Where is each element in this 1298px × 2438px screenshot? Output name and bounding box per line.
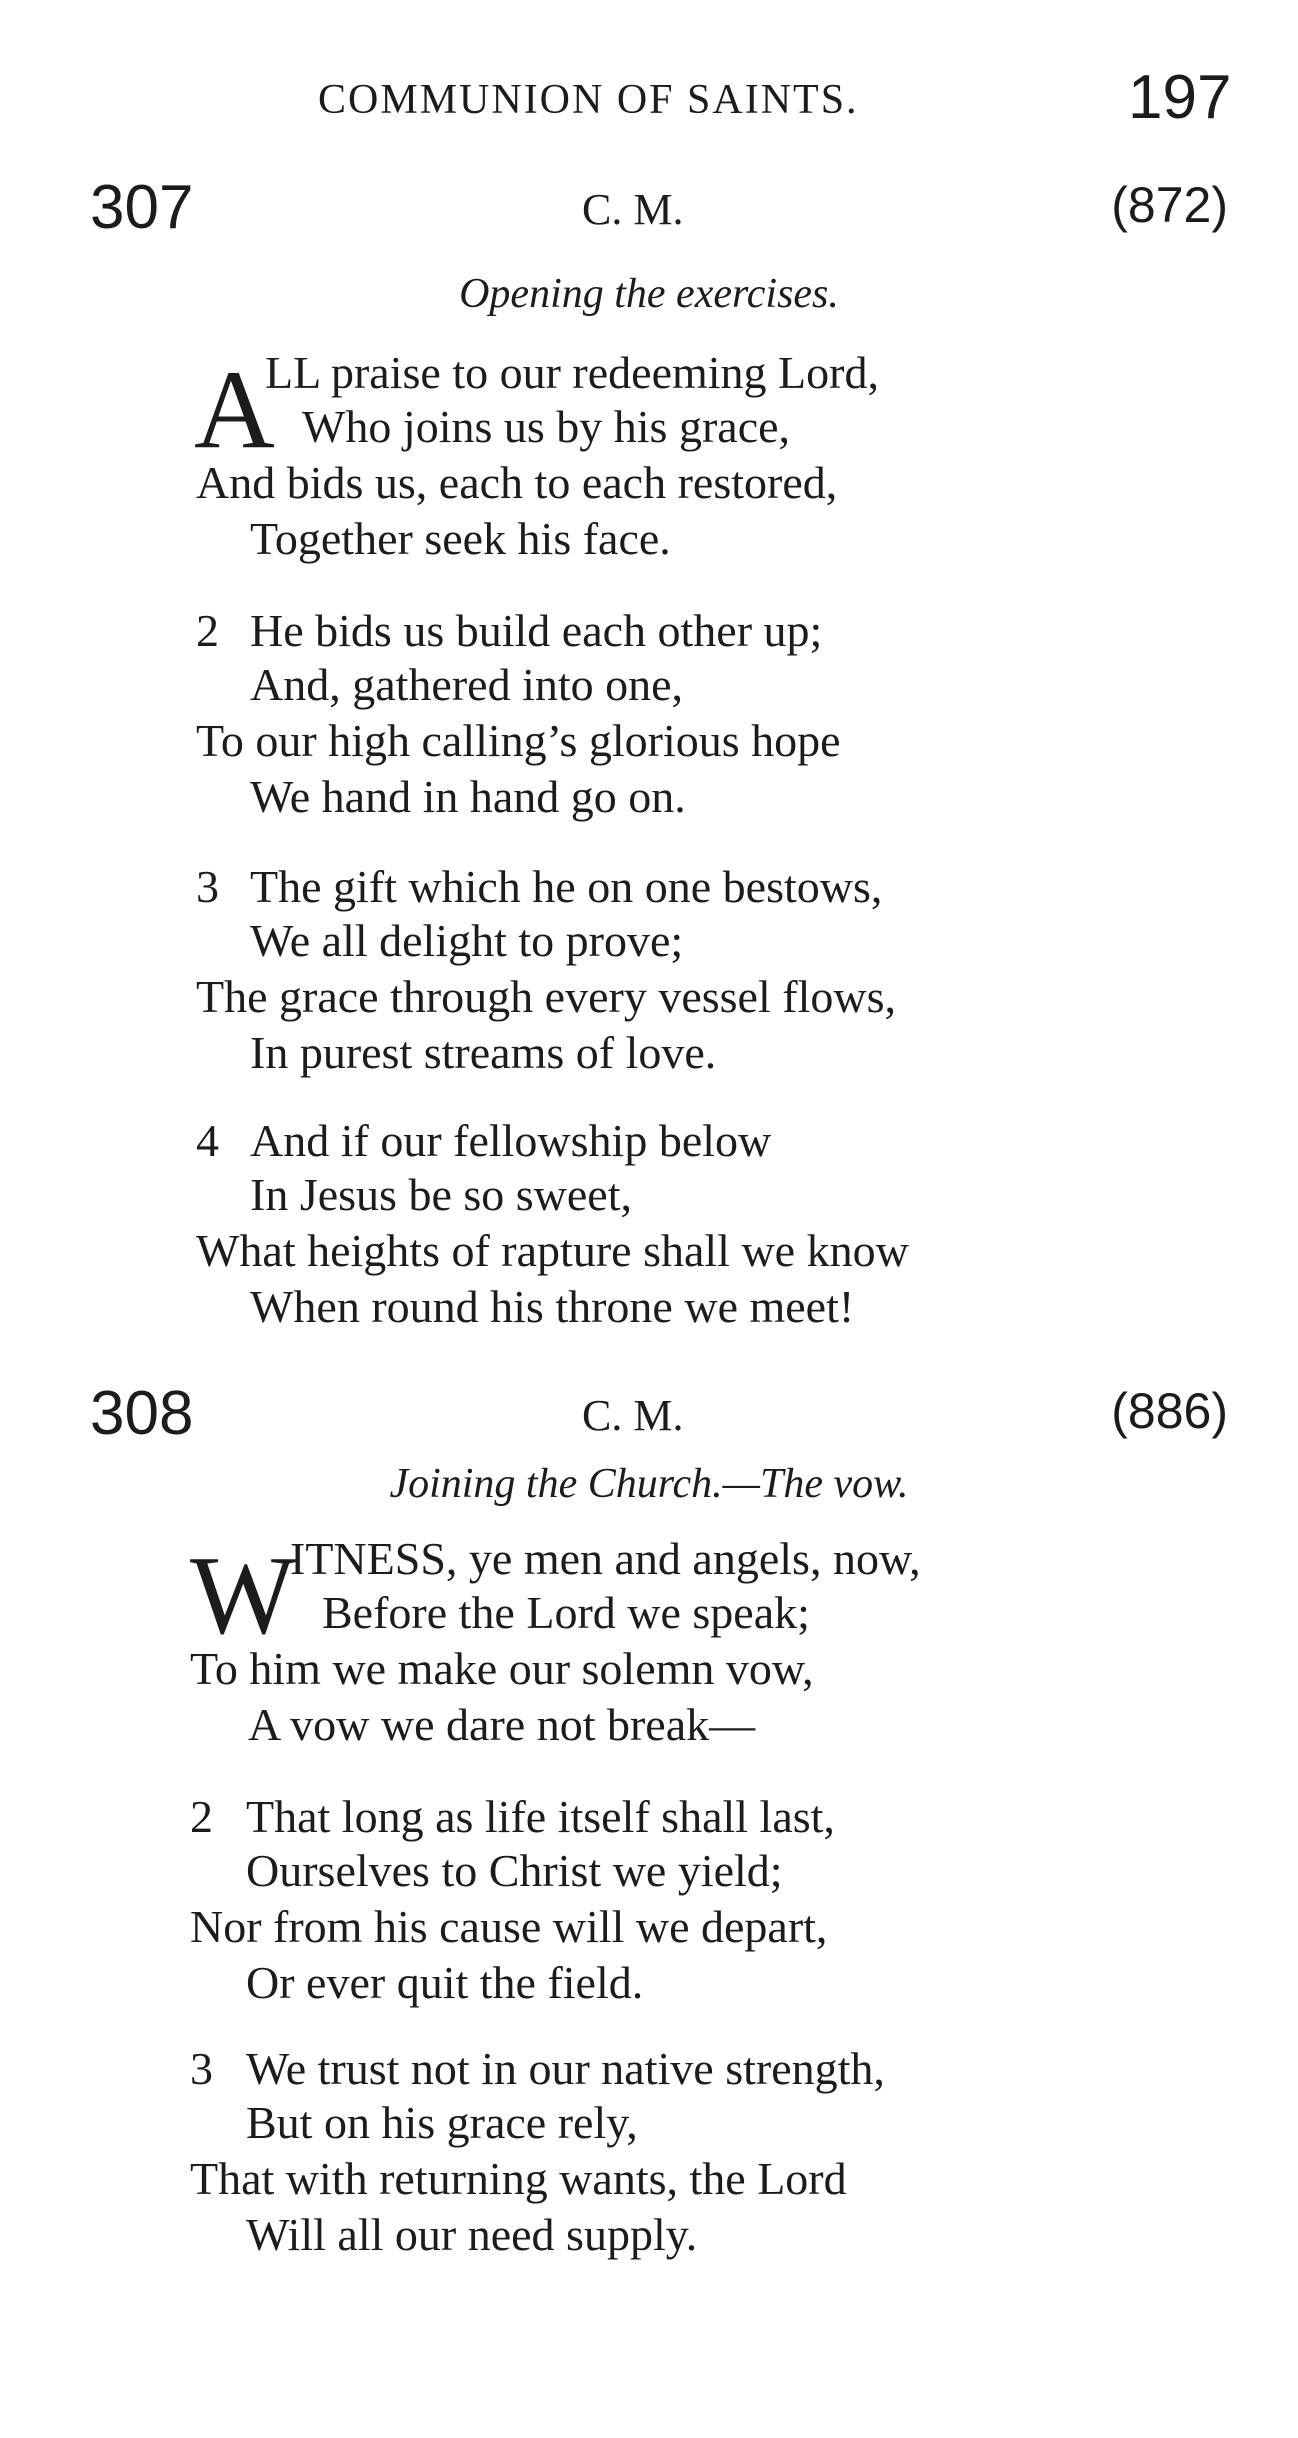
hymn-number: 307 <box>90 173 194 242</box>
hymn-number: 308 <box>90 1379 194 1448</box>
hymn-line: A vow we dare not break— <box>248 1699 756 1750</box>
hymn-line: We hand in hand go on. <box>250 771 686 822</box>
hymn-line: When round his throne we meet! <box>250 1281 855 1332</box>
stanza-number: 3 <box>190 2043 213 2094</box>
hymn-line: We all delight to prove; <box>250 915 684 966</box>
hymn-reference: (872) <box>1111 177 1228 233</box>
hymn-subtitle: Joining the Church.—The vow. <box>389 1461 909 1507</box>
stanza-number: 4 <box>196 1115 219 1166</box>
hymn-line: Will all our need supply. <box>246 2209 698 2260</box>
hymn-line: But on his grace rely, <box>246 2097 638 2148</box>
hymn-line: Who joins us by his grace, <box>302 401 791 452</box>
hymn-reference: (886) <box>1111 1383 1228 1439</box>
drop-cap: W <box>190 1534 296 1658</box>
hymn-header <box>0 1378 1298 1458</box>
hymn-line: And, gathered into one, <box>250 659 684 710</box>
hymn-line: That with returning wants, the Lord <box>190 2153 847 2204</box>
page-number: 197 <box>1128 63 1232 132</box>
hymn-line: ITNESS, ye men and angels, now, <box>290 1533 921 1584</box>
running-head-title: COMMUNION OF SAINTS. <box>318 77 859 123</box>
hymn-meter: C. M. <box>582 185 684 234</box>
hymn-line: That long as life itself shall last, <box>246 1791 835 1842</box>
hymn-line: Or ever quit the field. <box>246 1957 644 2008</box>
hymn-line: And bids us, each to each restored, <box>196 457 838 508</box>
hymn-line: Before the Lord we speak; <box>322 1587 810 1638</box>
stanza-number: 2 <box>196 605 219 656</box>
stanza-number: 2 <box>190 1791 213 1842</box>
hymn-line: The grace through every vessel flows, <box>196 971 896 1022</box>
hymn-line: Nor from his cause will we depart, <box>190 1901 828 1952</box>
hymn-line: Together seek his face. <box>250 513 671 564</box>
running-head <box>0 63 1298 138</box>
hymn-line: In Jesus be so sweet, <box>250 1169 632 1220</box>
stanza-number: 3 <box>196 861 219 912</box>
hymn-line: And if our fellowship below <box>250 1115 772 1166</box>
hymn-line: In purest streams of love. <box>250 1027 717 1078</box>
hymn-line: To him we make our solemn vow, <box>190 1643 814 1694</box>
hymn-line: What heights of rapture shall we know <box>196 1225 909 1276</box>
hymn-subtitle: Opening the exercises. <box>459 271 839 317</box>
hymn-header <box>0 172 1298 252</box>
hymn-line: Ourselves to Christ we yield; <box>246 1845 783 1896</box>
hymn-line: We trust not in our native strength, <box>246 2043 885 2094</box>
hymn-line: The gift which he on one bestows, <box>250 861 883 912</box>
hymn-meter: C. M. <box>582 1391 684 1440</box>
hymn-line: LL praise to our redeeming Lord, <box>265 347 879 398</box>
hymn-line: He bids us build each other up; <box>250 605 823 656</box>
drop-cap: A <box>194 348 275 472</box>
hymn-line: To our high calling’s glorious hope <box>196 715 841 766</box>
